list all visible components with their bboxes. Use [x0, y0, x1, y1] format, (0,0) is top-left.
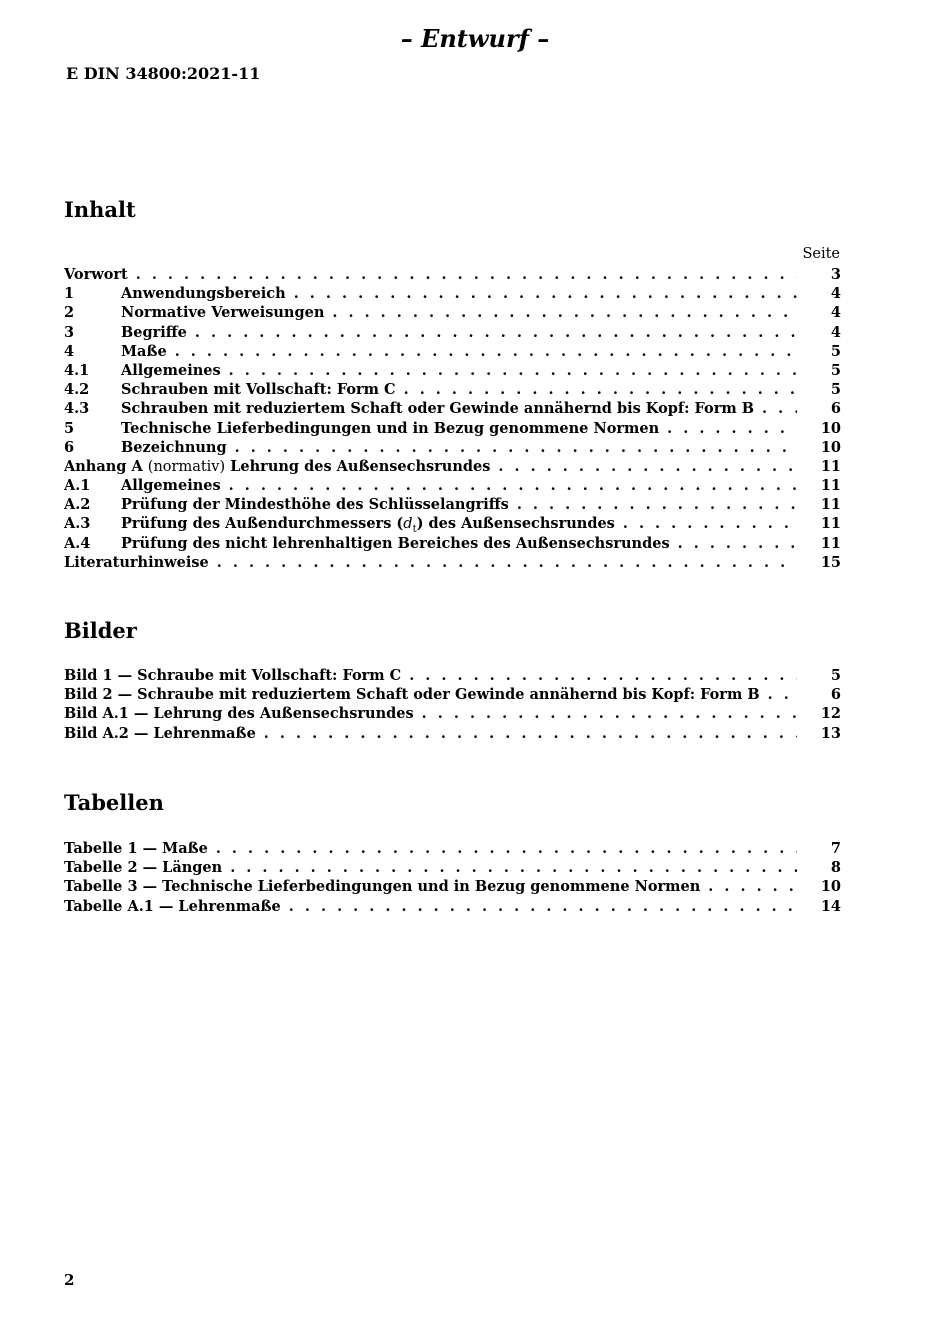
toc-entry-page: 3 [830, 266, 841, 283]
toc-entry-number: 2 [64, 304, 75, 322]
figure-entry-label: Bild 1 — Schraube mit Vollschaft: Form C [64, 667, 402, 684]
toc-entry-number: 4.1 [64, 361, 90, 379]
figure-entry-label: Bild A.1 — Lehrung des Außensechsrundes [64, 705, 414, 723]
contents-title: Inhalt [64, 197, 136, 222]
footer-page-number: 2 [64, 1271, 75, 1289]
leader-dots [762, 399, 797, 418]
figure-entry[interactable] [64, 724, 841, 743]
table-entry-page: 8 [830, 859, 841, 877]
toc-entry-page: 11 [820, 477, 841, 495]
leader-dots [264, 724, 797, 743]
toc-entry-page: 4 [830, 285, 841, 303]
toc-entry[interactable] [64, 303, 841, 322]
figures-title: Bilder [64, 618, 137, 643]
toc-entry-number: 1 [64, 285, 75, 303]
toc-entry-page: 5 [830, 361, 841, 379]
table-entry-label: Tabelle A.1 — Lehrenmaße [64, 897, 281, 915]
toc-entry-number: A.3 [64, 515, 91, 533]
toc-entry-label: Prüfung der Mindesthöhe des Schlüsselangriffs [121, 496, 509, 514]
toc-entry-bibliography[interactable] [64, 553, 841, 572]
contents-list [64, 265, 841, 572]
figure-entry[interactable] [64, 666, 841, 685]
toc-entry[interactable] [64, 438, 841, 457]
toc-entry-label: Allgemeines [121, 361, 221, 379]
figure-entry-label: Bild A.2 — Lehrenmaße [64, 724, 256, 742]
toc-entry-page: 5 [830, 342, 841, 360]
leader-dots [294, 284, 797, 303]
toc-entry-number: 5 [64, 419, 75, 437]
leader-dots [229, 361, 797, 380]
toc-entry-number: A.4 [64, 534, 91, 552]
toc-entry-label: Schrauben mit Vollschaft: Form C [121, 381, 396, 399]
leader-dots [332, 303, 797, 322]
toc-entry[interactable] [64, 342, 841, 361]
table-entry-page: 14 [820, 897, 841, 915]
toc-entry-vorwort[interactable] [64, 265, 841, 284]
figure-entry[interactable] [64, 704, 841, 723]
leader-dots [623, 514, 797, 533]
annex-heading [64, 457, 490, 477]
toc-entry-page: 11 [820, 534, 841, 552]
leader-dots [409, 666, 797, 685]
toc-entry-label: Begriffe [121, 323, 187, 341]
toc-entry-label: Schrauben mit reduziertem Schaft oder Gewinde annähernd bis Kopf: Form B [121, 400, 754, 418]
tables-list [64, 839, 841, 916]
toc-entry-page: 10 [820, 438, 841, 456]
toc-entry-annex-a[interactable] [64, 457, 841, 476]
toc-entry-label: Vorwort [64, 266, 128, 283]
toc-entry-number: 3 [64, 323, 75, 341]
toc-entry[interactable] [64, 419, 841, 438]
toc-entry[interactable] [64, 534, 841, 553]
leader-dots [229, 476, 797, 495]
table-entry[interactable] [64, 877, 841, 896]
toc-entry-label: Anwendungsbereich [121, 285, 286, 303]
leader-dots [768, 685, 797, 704]
toc-entry-page: 10 [820, 419, 841, 437]
table-entry-label: Tabelle 2 — Längen [64, 859, 223, 877]
toc-entry-number: 4.3 [64, 400, 90, 418]
figure-entry-page: 12 [820, 705, 841, 723]
figure-entry-page: 13 [820, 724, 841, 742]
toc-entry-label: Prüfung des nicht lehrenhaltigen Bereiches des Außensechsrundes [121, 534, 670, 552]
leader-dots [708, 877, 797, 896]
figure-entry[interactable] [64, 685, 841, 704]
toc-entry-number: A.1 [64, 477, 91, 495]
tables-title: Tabellen [64, 790, 164, 815]
annex-normative-tag: (normativ) [147, 458, 226, 475]
toc-entry[interactable] [64, 514, 841, 536]
toc-entry[interactable] [64, 361, 841, 380]
toc-entry[interactable] [64, 399, 841, 418]
leader-dots [230, 858, 797, 877]
figure-entry-page: 6 [830, 686, 841, 704]
toc-entry[interactable] [64, 323, 841, 342]
leader-dots [422, 704, 797, 723]
toc-entry[interactable] [64, 284, 841, 303]
leader-dots [216, 839, 797, 858]
toc-entry-page: 4 [830, 323, 841, 341]
leader-dots [498, 457, 797, 476]
toc-entry-number: A.2 [64, 496, 91, 514]
toc-entry-page: 15 [820, 553, 841, 571]
toc-entry-number: 4.2 [64, 381, 90, 399]
leader-dots [678, 534, 797, 553]
table-entry-label: Tabelle 3 — Technische Lieferbedingungen und in Bezug genommene Normen [64, 878, 701, 896]
table-entry[interactable] [64, 897, 841, 916]
toc-entry-page: 11 [820, 515, 841, 533]
leader-dots [195, 323, 797, 342]
toc-entry-number: 6 [64, 438, 75, 456]
table-entry[interactable] [64, 858, 841, 877]
toc-entry-label: Bezeichnung [121, 438, 227, 456]
leader-dots [667, 419, 797, 438]
toc-entry-page: 4 [830, 304, 841, 322]
toc-entry-label: Normative Verweisungen [121, 304, 325, 322]
label-post: ) des Außensechsrundes [416, 515, 615, 533]
variable-d: d [403, 516, 413, 533]
table-entry[interactable] [64, 839, 841, 858]
toc-entry[interactable] [64, 495, 841, 514]
document-id: E DIN 34800:2021-11 [66, 64, 261, 83]
toc-entry-page: 5 [830, 381, 841, 399]
table-entry-page: 7 [830, 840, 841, 857]
toc-entry-label: Technische Lieferbedingungen und in Bezug genommene Normen [121, 419, 660, 437]
leader-dots [289, 897, 797, 916]
leader-dots [235, 438, 797, 457]
draft-mark: – Entwurf – [400, 24, 550, 53]
leader-dots [404, 380, 797, 399]
toc-entry[interactable] [64, 380, 841, 399]
leader-dots [136, 265, 797, 284]
leader-dots [175, 342, 797, 361]
annex-number: Anhang A [64, 457, 143, 475]
leader-dots [217, 553, 797, 572]
toc-entry[interactable] [64, 476, 841, 495]
table-entry-label: Tabelle 1 — Maße [64, 840, 208, 857]
table-entry-page: 10 [820, 878, 841, 896]
annex-title: Lehrung des Außensechsrundes [230, 457, 491, 475]
toc-entry-page: 11 [820, 496, 841, 514]
subscript-t: t [412, 524, 417, 536]
toc-entry-page: 11 [820, 457, 841, 475]
leader-dots [517, 495, 797, 514]
figures-list [64, 666, 841, 743]
toc-entry-label: Maße [121, 342, 167, 360]
label-pre: Prüfung des Außendurchmessers ( [121, 515, 404, 533]
toc-entry-number: 4 [64, 342, 75, 360]
toc-entry-page: 6 [830, 400, 841, 418]
toc-entry-label: Literaturhinweise [64, 553, 209, 571]
toc-entry-label: Allgemeines [121, 477, 221, 495]
figure-entry-page: 5 [830, 667, 841, 684]
page-column-label: Seite [802, 246, 840, 262]
figure-entry-label: Bild 2 — Schraube mit reduziertem Schaft oder Gewinde annähernd bis Kopf: Form B [64, 686, 760, 704]
